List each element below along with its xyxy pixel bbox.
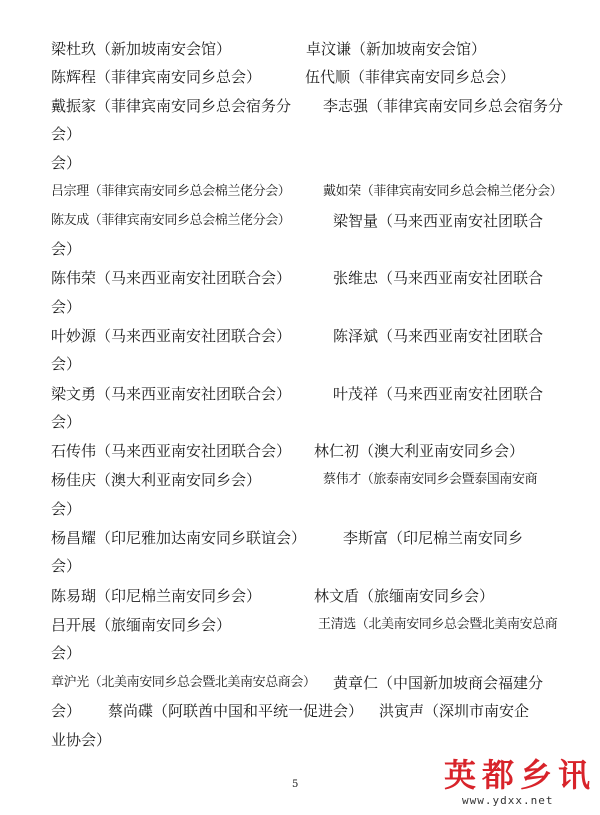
entry: 梁智量（马来西亚南安社团联合	[333, 212, 544, 230]
entry: 会）	[51, 298, 82, 316]
entry: 洪寅声（深圳市南安企	[379, 702, 530, 720]
entry: 梁杜玖（新加坡南安会馆）	[51, 40, 232, 58]
entry: 石传伟（马来西亚南安社团联合会）	[51, 442, 292, 460]
watermark-title: 英都乡讯	[444, 756, 597, 794]
entry: 会）	[51, 500, 82, 518]
entry: 叶茂祥（马来西亚南安社团联合	[333, 385, 544, 403]
entry: 陈易瑚（印尼棉兰南安同乡会）	[51, 587, 262, 605]
entry: 业协会）	[51, 731, 112, 749]
entry: 蔡尚碟（阿联酋中国和平统一促进会）	[108, 702, 364, 720]
watermark-logo	[420, 757, 598, 811]
entry: 伍代顺（菲律宾南安同乡总会）	[305, 68, 516, 86]
entry: 戴振家（菲律宾南安同乡总会宿务分	[51, 97, 292, 115]
entry: 蔡伟才（旅泰南安同乡会暨泰国南安商	[323, 472, 538, 487]
entry: 陈辉程（菲律宾南安同乡总会）	[51, 68, 262, 86]
entry: 章沪光（北美南安同乡总会暨北美南安总商会）	[51, 675, 316, 690]
entry: 会）	[51, 125, 82, 143]
entry: 王清选（北美南安同乡总会暨北美南安总商	[318, 617, 558, 632]
entry: 会）	[51, 702, 82, 720]
page-number: 5	[292, 779, 299, 790]
entry: 会）	[51, 644, 82, 662]
entry: 卓汶谦（新加坡南安会馆）	[306, 40, 487, 58]
entry: 会）	[51, 557, 82, 575]
entry: 杨昌耀（印尼雅加达南安同乡联谊会）	[51, 529, 307, 547]
entry: 叶妙源（马来西亚南安社团联合会）	[51, 327, 292, 345]
entry: 黄章仁（中国新加坡商会福建分	[333, 674, 544, 692]
entry: 会）	[51, 355, 82, 373]
entry: 吕开展（旅缅南安同乡会）	[51, 616, 232, 634]
entry: 会）	[51, 240, 82, 258]
watermark-url: www.ydxx.net	[462, 794, 554, 807]
entry: 陈泽斌（马来西亚南安社团联合	[333, 327, 544, 345]
entry: 吕宗理（菲律宾南安同乡总会棉兰佬分会）	[51, 184, 291, 199]
entry: 陈伟荣（马来西亚南安社团联合会）	[51, 269, 292, 287]
entry: 陈友成（菲律宾南安同乡总会棉兰佬分会）	[51, 213, 291, 228]
entry: 会）	[51, 413, 82, 431]
entry: 戴如荣（菲律宾南安同乡总会棉兰佬分会）	[323, 184, 563, 199]
entry: 林仁初（澳大利亚南安同乡会）	[314, 442, 525, 460]
entry: 张维忠（马来西亚南安社团联合	[333, 269, 544, 287]
entry: 杨佳庆（澳大利亚南安同乡会）	[51, 471, 262, 489]
entry: 李斯富（印尼棉兰南安同乡	[343, 529, 524, 547]
entry: 林文盾（旅缅南安同乡会）	[314, 587, 495, 605]
entry: 梁文勇（马来西亚南安社团联合会）	[51, 385, 292, 403]
entry: 会）	[51, 154, 82, 172]
entry: 李志强（菲律宾南安同乡总会宿务分	[323, 97, 564, 115]
